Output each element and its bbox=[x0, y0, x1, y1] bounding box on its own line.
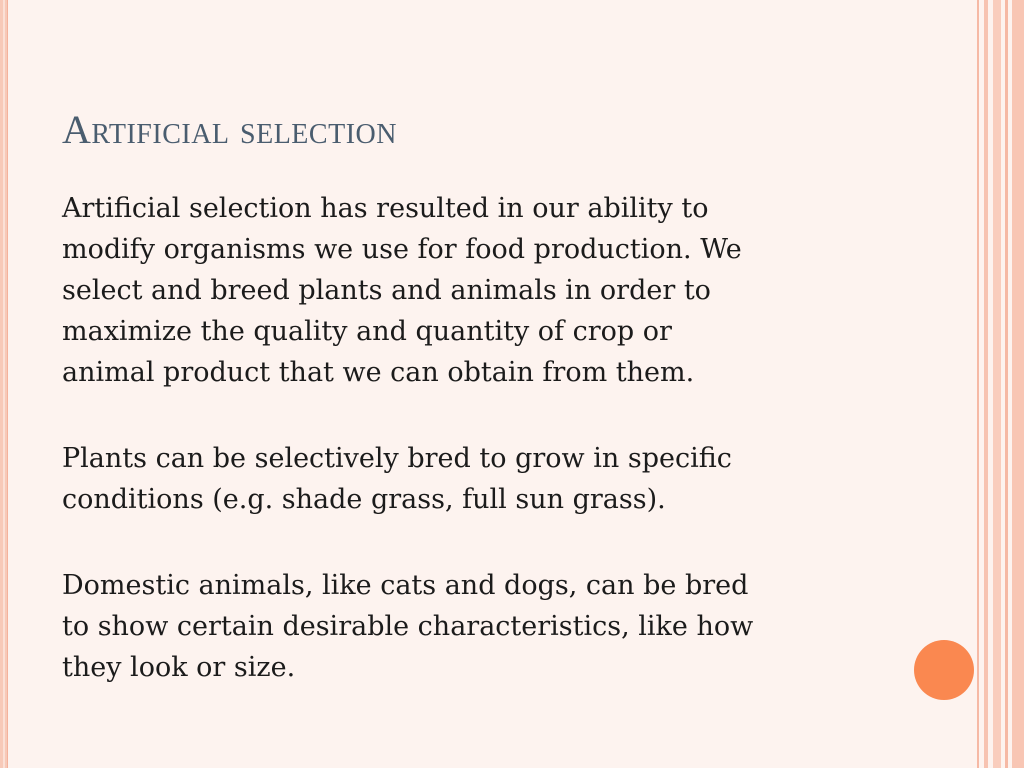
left-border-decoration bbox=[0, 0, 8, 768]
orange-circle-icon bbox=[914, 640, 974, 700]
border-stripe bbox=[993, 0, 1001, 768]
body-paragraph: Artificial selection has resulted in our ability to modify organisms we use for food production. We select and breed plants and animals in order to maximize the quality and quantity of crop or animal product that we can obtain from them. bbox=[62, 193, 742, 388]
border-stripe bbox=[1012, 0, 1024, 768]
slide-title: Artificial selection bbox=[62, 107, 397, 152]
border-stripe bbox=[1005, 0, 1008, 768]
body-paragraph: Plants can be selectively bred to grow in specific conditions (e.g. shade grass, full sun grass). bbox=[62, 443, 732, 515]
slide-body bbox=[62, 188, 862, 733]
right-border-decoration bbox=[977, 0, 1024, 768]
body-paragraph: Domestic animals, like cats and dogs, can be bred to show certain desirable characteristics, like how they look or size. bbox=[62, 570, 754, 683]
border-stripe bbox=[977, 0, 979, 768]
border-stripe bbox=[984, 0, 988, 768]
